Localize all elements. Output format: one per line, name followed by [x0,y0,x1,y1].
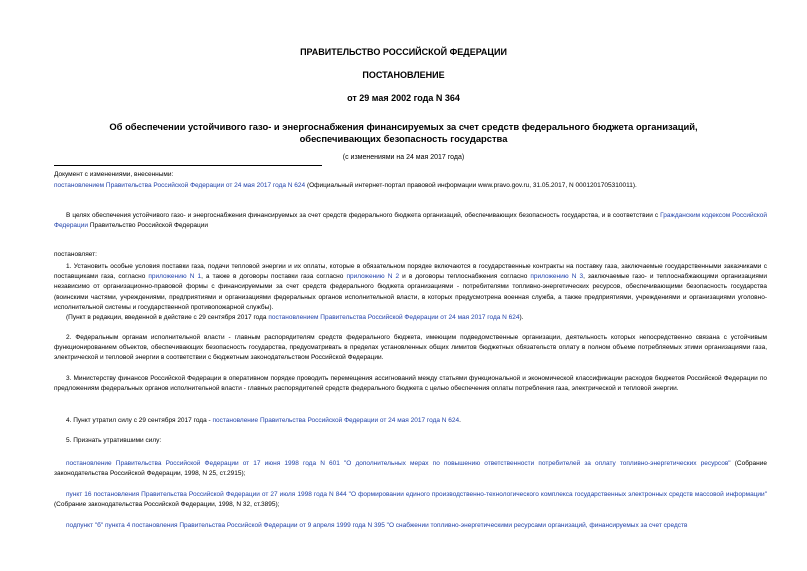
civil-code-link[interactable]: Гражданским кодексом Российской Федерации [54,212,768,230]
item-1-text: и в договоры теплоснабжения согласно [399,273,531,281]
amendment-link[interactable]: постановлением Правительства Российской Федерации от 24 мая 2017 года N 624 [54,182,306,189]
item-1-note-end: ). [519,314,524,321]
item-4 [54,416,767,426]
repeal-1 [54,459,767,479]
item-1-text: , а также в договоры поставки газа согласно [201,273,347,281]
document-type: ПОСТАНОВЛЕНИЕ [362,70,445,80]
item-4-link[interactable]: постановление Правительства Российской Федерации от 24 мая 2017 года N 624 [212,417,460,424]
item-4-end: . [459,417,461,424]
item-5: 5. Признать утратившими силу: [66,437,162,444]
divider [54,165,322,166]
appendix-2-link[interactable]: приложению N 2 [346,273,400,281]
document-date: от 29 мая 2002 года N 364 [347,93,460,103]
repeal-3-link[interactable]: подпункт "б" пункта 4 постановления Правительства Российской Федерации от 9 апреля 1999 года N 395 "О снабжении топливно-энергетическими ресурсами организаций, финансируемых за счет средств [66,522,688,529]
preamble-text-end: Правительство Российской Федерации [88,222,209,230]
repeal-2 [54,490,767,510]
item-4-text: 4. Пункт утратил силу с 29 сентября 2017 года - [66,417,213,424]
item-1-text: 1. Установить особые условия поставки газа, подачи тепловой энергии и их оплаты, которые в обязательном порядке включаются в государственные контракты на поставку газа, заключаемые государственными заказчиками с поставщиками газа, согласно [54,263,767,281]
government-heading: ПРАВИТЕЛЬСТВО РОССИЙСКОЙ ФЕДЕРАЦИИ [300,47,507,57]
preamble-paragraph [54,211,767,231]
item-1-note [54,313,767,323]
preamble-text: В целях обеспечения устойчивого газо- и энергоснабжения финансируемых за счет средств федерального бюджета организаций, обеспечивающих безопасность государства, и в соответствии с [66,212,661,219]
repeal-1-source: (Собрание законодательства Российской Федерации, 1998, N 25, ст.2915); [54,460,767,478]
document-title: Об обеспечении устойчивого газо- и энергоснабжения финансируемых за счет средств федерального бюджета организаций, обеспечивающих безопасность государства [109,121,698,144]
postanovlyaet: постановляет: [54,251,97,258]
item-1-note-link[interactable]: постановлением Правительства Российской Федерации от 24 мая 2017 года N 624 [268,314,520,321]
repeal-2-source: (Собрание законодательства Российской Федерации, 1998, N 32, ст.3895); [54,501,280,509]
item-1 [54,262,767,313]
changes-paragraph [54,181,767,191]
changes-source: (Официальный интернет-портал правовой информации www.pravo.gov.ru, 31.05.2017, N 0001201705310011). [305,182,637,189]
repeal-2-link[interactable]: пункт 16 постановления Правительства Российской Федерации от 27 июля 1998 года N 844 "О формировании единого производственно-технологического комплекса государственных электронных средств массовой информации" [66,491,767,498]
appendix-1-link[interactable]: приложению N 1 [148,273,202,281]
item-3: 3. Министерству финансов Российской Федерации в оперативном порядке проводить перемещения ассигнований между статьями функциональной и экономической классификации расходов бюджетов Российской Федерации по предложениям федеральных органов исполнительной власти - главных распорядителей средств федерального бюджета с целью обеспечения оплаты потребления газа, электрической и тепловой энергии. [54,375,767,393]
repeal-3 [54,521,767,531]
changes-note: (с изменениями на 24 мая 2017 года) [342,154,465,161]
item-1-note-text: (Пункт в редакции, введенной в действие с 29 сентября 2017 года [66,314,269,321]
changes-heading: Документ с изменениями, внесенными: [54,171,174,178]
appendix-3-link[interactable]: приложению N 3 [530,273,584,281]
item-2: 2. Федеральным органам исполнительной власти - главным распорядителям средств федерального бюджета, имеющим подведомственные организации, деятельность которых непосредственно связана с устойчивым функционированием объектов, обеспечивающих безопасность государства, предусматривать в пределах установленных общих лимитов бюджетных обязательств оплату в полном объеме потребляемых этими организациями газа, электрической и тепловой энергии в соответствии с бюджетным законодательством Российской Федерации. [54,334,767,362]
item-1-text: , заключаемые газо- и теплоснабжающими организациями независимо от организационно-правовой формы с финансируемыми за счет средств федерального бюджета организациями - потребителями топливно-энергетических ресурсов, обеспечивающими безопасность государства (воинскими частями, учреждениями, предприятиями и организациями федеральных органов исполнительной власти, в которых предусмотрена военная служба, а также предприятиями, учреждениями и организациями уголовно-исполнительной системы и государственной противопожарной службы). [54,273,768,311]
repeal-1-link[interactable]: постановление Правительства Российской Федерации от 17 июня 1998 года N 601 "О дополнительных мерах по повышению ответственности потребителей за оплату топливно-энергетических ресурсов" [66,460,731,467]
